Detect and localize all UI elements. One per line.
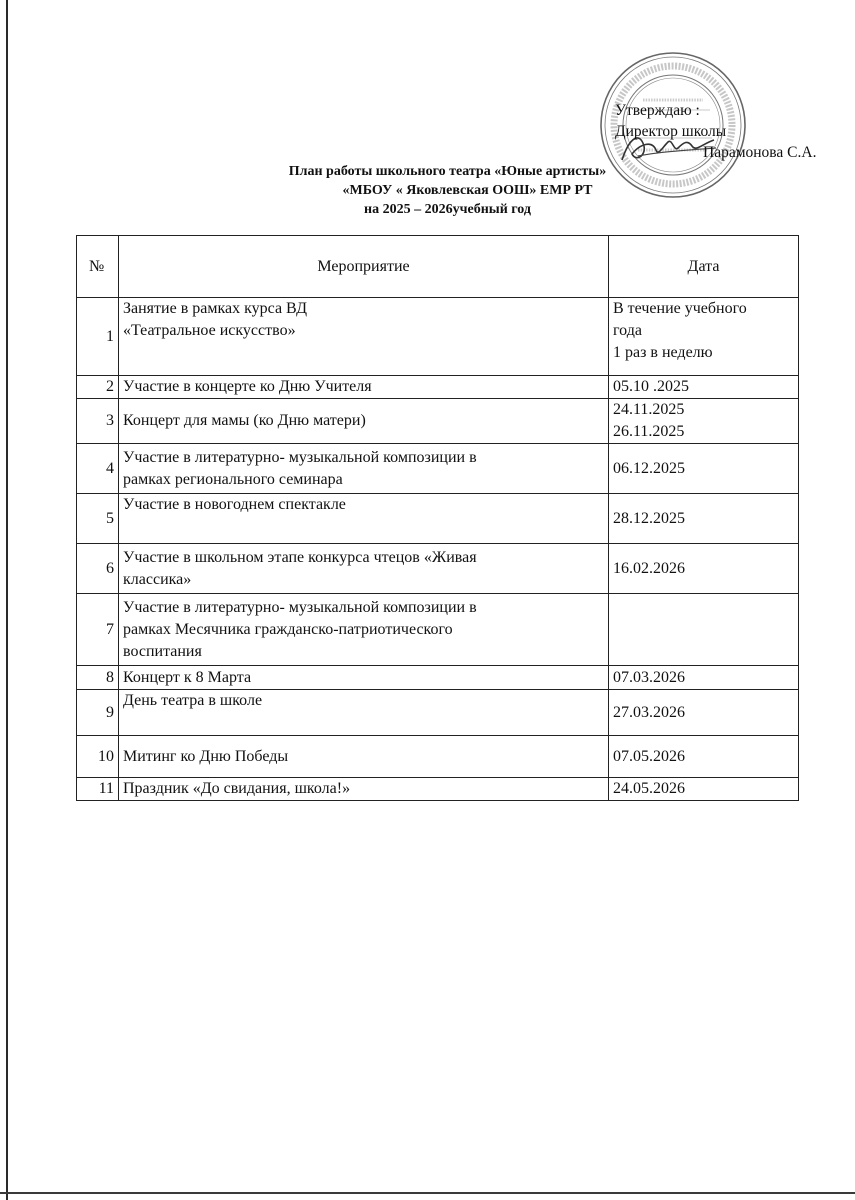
row-event <box>119 444 609 494</box>
event-text-line: Митинг ко Дню Победы <box>123 747 289 765</box>
date-text-line: 1 раз в неделю <box>613 344 713 361</box>
event-text-line: День театра в школе <box>123 692 263 709</box>
event-text-line: рамках регионального семинара <box>123 470 343 488</box>
approval-position: Директор школы <box>615 123 727 140</box>
row-event <box>119 594 609 666</box>
table-row <box>77 666 799 690</box>
row-event <box>119 778 609 801</box>
header-date: Дата <box>609 236 799 298</box>
date-text-line: 28.12.2025 <box>613 509 685 527</box>
date-text-line: года <box>613 322 642 339</box>
events-table <box>76 235 799 801</box>
event-text-line: Занятие в рамках курса ВД <box>123 300 308 317</box>
date-text-line: 24.05.2026 <box>613 780 685 797</box>
row-number: 7 <box>77 594 119 666</box>
event-text-line: Участие в новогоднем спектакле <box>123 496 346 513</box>
event-text-line: Праздник «До свидания, школа!» <box>123 780 351 797</box>
event-text-line: Концерт к 8 Марта <box>123 668 252 686</box>
date-text-line: 26.11.2025 <box>613 423 685 440</box>
row-event <box>119 666 609 690</box>
date-text-line: 06.12.2025 <box>613 459 685 477</box>
row-number: 11 <box>77 778 119 801</box>
table-row <box>77 399 799 444</box>
row-number: 9 <box>77 690 119 736</box>
row-date <box>609 778 799 801</box>
row-event <box>119 376 609 399</box>
row-date <box>609 690 799 736</box>
event-text-line: Участие в литературно- музыкальной композиции в <box>123 448 477 466</box>
date-text-line: 16.02.2026 <box>613 559 685 577</box>
row-date <box>609 544 799 594</box>
table-row <box>77 544 799 594</box>
table-row <box>77 690 799 736</box>
row-date <box>609 666 799 690</box>
event-text-line: классика» <box>123 570 192 588</box>
row-date <box>609 736 799 778</box>
date-text-line: 05.10 .2025 <box>613 378 689 395</box>
event-text-line: Участие в литературно- музыкальной композиции в <box>123 598 477 616</box>
table-row <box>77 736 799 778</box>
date-text-line: 07.05.2026 <box>613 747 685 765</box>
approval-label: Утверждаю : <box>615 102 700 119</box>
date-text-line: 07.03.2026 <box>613 668 685 686</box>
table-row <box>77 298 799 376</box>
table-header-row <box>77 236 799 298</box>
row-event <box>119 736 609 778</box>
row-number: 8 <box>77 666 119 690</box>
row-event <box>119 494 609 544</box>
row-event <box>119 298 609 376</box>
scan-edge-bottom <box>0 1192 855 1194</box>
row-date <box>609 494 799 544</box>
row-number: 1 <box>77 298 119 376</box>
row-number: 2 <box>77 376 119 399</box>
row-number: 5 <box>77 494 119 544</box>
header-number: № <box>77 236 119 298</box>
document-year: на 2025 – 2026учебный год <box>364 202 531 217</box>
event-text-line: воспитания <box>123 642 202 660</box>
table-row <box>77 376 799 399</box>
date-text-line: 24.11.2025 <box>613 401 685 418</box>
row-date <box>609 444 799 494</box>
event-text-line: рамках Месячника гражданско-патриотического <box>123 620 453 638</box>
event-text-line: Концерт для мамы (ко Дню матери) <box>123 412 366 429</box>
row-event <box>119 544 609 594</box>
document-title: План работы школьного театра «Юные артисты» <box>288 164 607 179</box>
table-row <box>77 594 799 666</box>
row-date <box>609 399 799 444</box>
table-row <box>77 778 799 801</box>
header-event: Мероприятие <box>119 236 609 298</box>
row-number: 4 <box>77 444 119 494</box>
document-school: «МБОУ « Яковлевская ООШ» ЕМР РТ <box>342 183 593 198</box>
table-row <box>77 444 799 494</box>
date-text-line: 27.03.2026 <box>613 703 685 721</box>
row-event <box>119 690 609 736</box>
date-text-line: В течение учебного <box>613 300 747 317</box>
event-text-line: Участие в школьном этапе конкурса чтецов «Живая <box>123 548 477 566</box>
row-number: 6 <box>77 544 119 594</box>
event-text-line: «Театральное искусство» <box>123 322 296 339</box>
approval-director-name: Парамонова С.А. <box>703 144 817 161</box>
row-number: 10 <box>77 736 119 778</box>
row-date <box>609 594 799 666</box>
row-date <box>609 376 799 399</box>
table-row <box>77 494 799 544</box>
row-number: 3 <box>77 399 119 444</box>
event-text-line: Участие в концерте ко Дню Учителя <box>123 378 372 395</box>
row-event <box>119 399 609 444</box>
row-date <box>609 298 799 376</box>
